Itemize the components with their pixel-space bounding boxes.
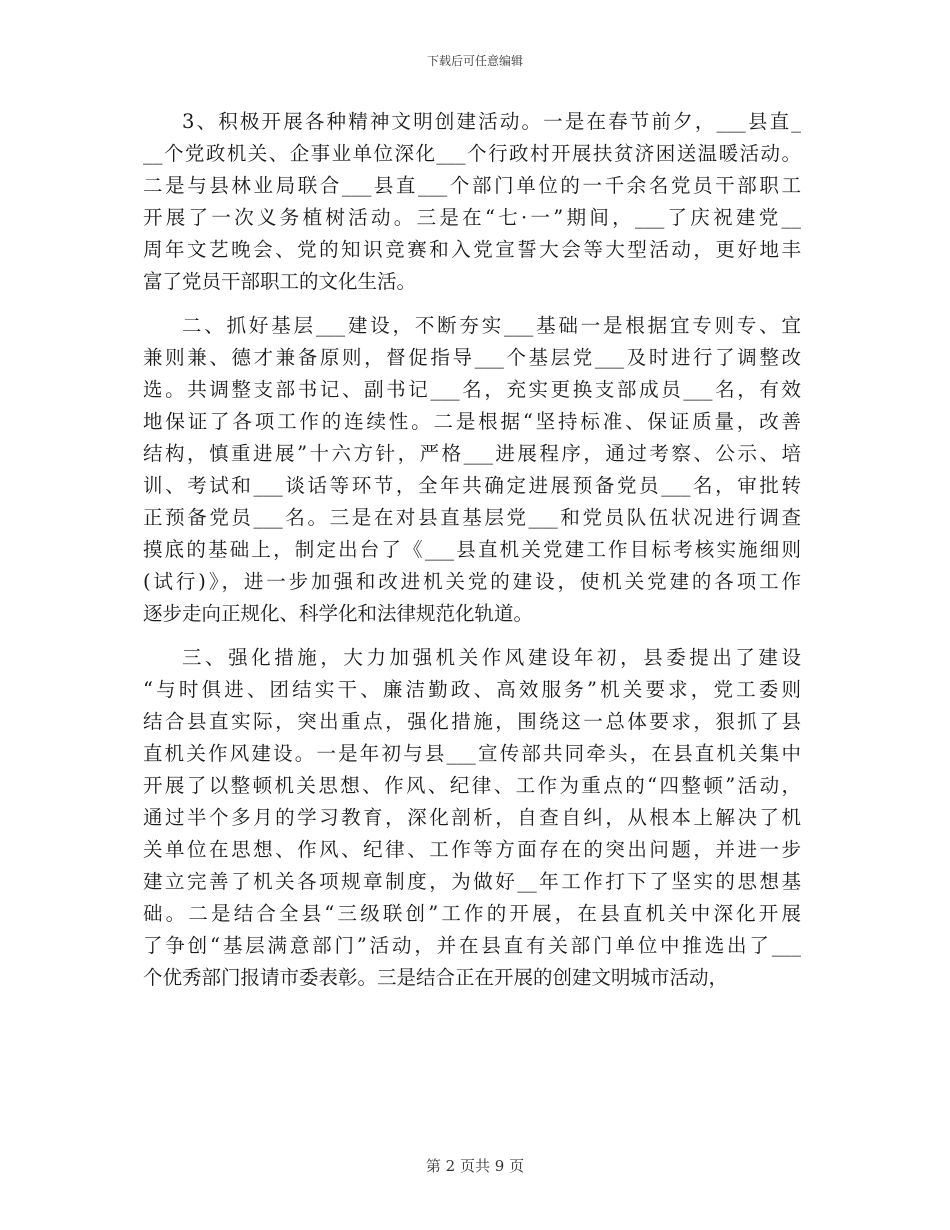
paragraph-line: 结合县直实际，突出重点，强化措施，围绕这一总体要求，狠抓了县 bbox=[143, 710, 801, 733]
paragraph-line: 开展了一次义务植树活动。三是在“七·一”期间，___了庆祝建党__ bbox=[143, 206, 801, 229]
page-number: 第 2 页共 9 页 bbox=[425, 1157, 525, 1175]
paragraph-line: 地保证了各项工作的连续性。二是根据“坚持标准、保证质量，改善 bbox=[143, 410, 801, 433]
paragraph-line: 二是与县林业局联合___县直___个部门单位的一千余名党员干部职工 bbox=[143, 174, 801, 197]
paragraph-line: 直机关作风建设。一是年初与县___宣传部共同牵头，在县直机关集中 bbox=[143, 742, 801, 765]
paragraph-line: 富了党员干部职工的文化生活。 bbox=[143, 270, 417, 293]
paragraph-line: __个党政机关、企事业单位深化___个行政村开展扶贫济困送温暖活动。 bbox=[143, 142, 801, 165]
paragraph-line: 开展了以整顿机关思想、作风、纪律、工作为重点的“四整顿”活动， bbox=[143, 774, 801, 797]
paragraph-line: 结构，慎重进展”十六方针，严格___进展程序，通过考察、公示、培 bbox=[143, 442, 801, 465]
page-header: 下载后可任意编辑 bbox=[426, 54, 523, 68]
paragraph-line: 了争创“基层满意部门”活动，并在县直有关部门单位中推选出了___ bbox=[143, 934, 801, 957]
paragraph-line: 摸底的基础上，制定出台了《___县直机关党建工作目标考核实施细则 bbox=[143, 538, 801, 561]
paragraph-line: 个优秀部门报请市委表彰。三是结合正在开展的创建文明城市活动， bbox=[143, 966, 729, 989]
paragraph bbox=[143, 642, 801, 994]
paragraph-line: 兼则兼、德才兼备原则，督促指导___个基层党___及时进行了调整改 bbox=[143, 346, 801, 369]
paragraph bbox=[143, 106, 801, 298]
paragraph-line: (试行)》，进一步加强和改进机关党的建设，使机关党建的各项工作 bbox=[143, 570, 801, 593]
paragraph-line: 通过半个多月的学习教育，深化剖析，自查自纠，从根本上解决了机 bbox=[143, 806, 801, 829]
paragraph-line: 3、积极开展各种精神文明创建活动。一是在春节前夕，___县直_ bbox=[182, 110, 801, 133]
paragraph-line: 础。二是结合全县“三级联创”工作的开展，在县直机关中深化开展 bbox=[143, 902, 801, 925]
paragraph-line: 选。共调整支部书记、副书记___名，充实更换支部成员___名，有效 bbox=[143, 378, 801, 401]
paragraph-line: 周年文艺晚会、党的知识竞赛和入党宣誓大会等大型活动，更好地丰 bbox=[143, 238, 801, 261]
paragraph-line: 三、强化措施，大力加强机关作风建设年初，县委提出了建设 bbox=[182, 646, 801, 669]
paragraph-line: 建立完善了机关各项规章制度，为做好__年工作打下了坚实的思想基 bbox=[143, 870, 801, 893]
paragraph-line: 逐步走向正规化、科学化和法律规范化轨道。 bbox=[143, 602, 534, 625]
paragraph bbox=[143, 310, 801, 630]
paragraph-line: 正预备党员___名。三是在对县直基层党___和党员队伍状况进行调查 bbox=[143, 506, 801, 529]
paragraph-spacer bbox=[143, 298, 801, 310]
paragraph-spacer bbox=[143, 630, 801, 642]
paragraph-line: 二、抓好基层___建设，不断夯实___基础一是根据宜专则专、宜 bbox=[182, 314, 801, 337]
paragraph-line: “与时俱进、团结实干、廉洁勤政、高效服务”机关要求，党工委则 bbox=[143, 678, 801, 701]
document-body bbox=[143, 106, 801, 994]
paragraph-line: 关单位在思想、作风、纪律、工作等方面存在的突出问题，并进一步 bbox=[143, 838, 801, 861]
paragraph-line: 训、考试和___谈话等环节，全年共确定进展预备党员___名，审批转 bbox=[143, 474, 801, 497]
